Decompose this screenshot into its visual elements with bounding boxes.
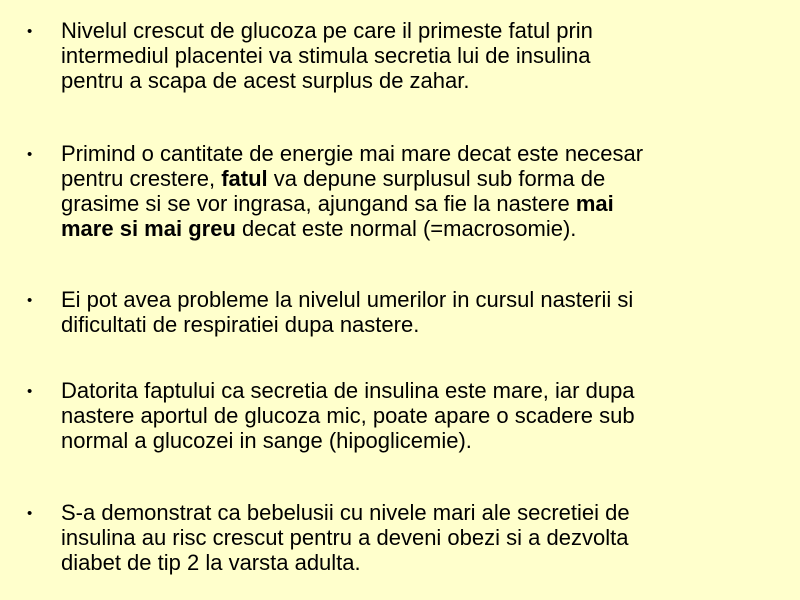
text-line: insulina au risc crescut pentru a deveni obezi si a dezvolta [61, 525, 629, 550]
bold-term: mare si mai greu [61, 216, 236, 241]
text-line: Ei pot avea probleme la nivelul umerilor in cursul nasterii si [61, 287, 634, 312]
text-line: Nivelul crescut de glucoza pe care il primeste fatul prin [61, 18, 593, 43]
bold-term: fatul [221, 166, 268, 191]
text-line: diabet de tip 2 la varsta adulta. [61, 550, 361, 575]
text-line: pentru a scapa de acest surplus de zahar. [61, 68, 470, 93]
text-segment: pentru crestere, [61, 166, 222, 191]
text-line: dificultati de respiratiei dupa nastere. [61, 312, 420, 337]
bullet-text-1 [61, 18, 781, 93]
bold-term: mai [575, 191, 614, 216]
text-segment: grasime si se vor ingrasa, ajungand sa fie la nastere [61, 191, 576, 216]
text-segment: va depune surplusul sub forma de [267, 166, 606, 191]
bullet-icon: • [27, 23, 33, 40]
bullet-icon: • [27, 146, 33, 163]
text-line: intermediul placentei va stimula secretia lui de insulina [61, 43, 591, 68]
bullet-text-2 [61, 141, 781, 241]
bullet-icon: • [27, 383, 33, 400]
bullet-icon: • [27, 505, 33, 522]
text-line: Primind o cantitate de energie mai mare decat este necesar [61, 141, 644, 166]
text-segment: decat este normal (=macrosomie). [235, 216, 577, 241]
text-line: nastere aportul de glucoza mic, poate apare o scadere sub [61, 403, 635, 428]
text-line: normal a glucozei in sange (hipoglicemie). [61, 428, 472, 453]
text-line [61, 191, 781, 216]
bullet-icon: • [27, 292, 33, 309]
text-line: S-a demonstrat ca bebelusii cu nivele mari ale secretiei de [61, 500, 630, 525]
bullet-text-4 [61, 378, 781, 453]
bullet-text-5 [61, 500, 781, 575]
text-line [61, 166, 781, 191]
text-line [61, 216, 781, 241]
text-line: Datorita faptului ca secretia de insulina este mare, iar dupa [61, 378, 635, 403]
bullet-text-3 [61, 287, 781, 337]
